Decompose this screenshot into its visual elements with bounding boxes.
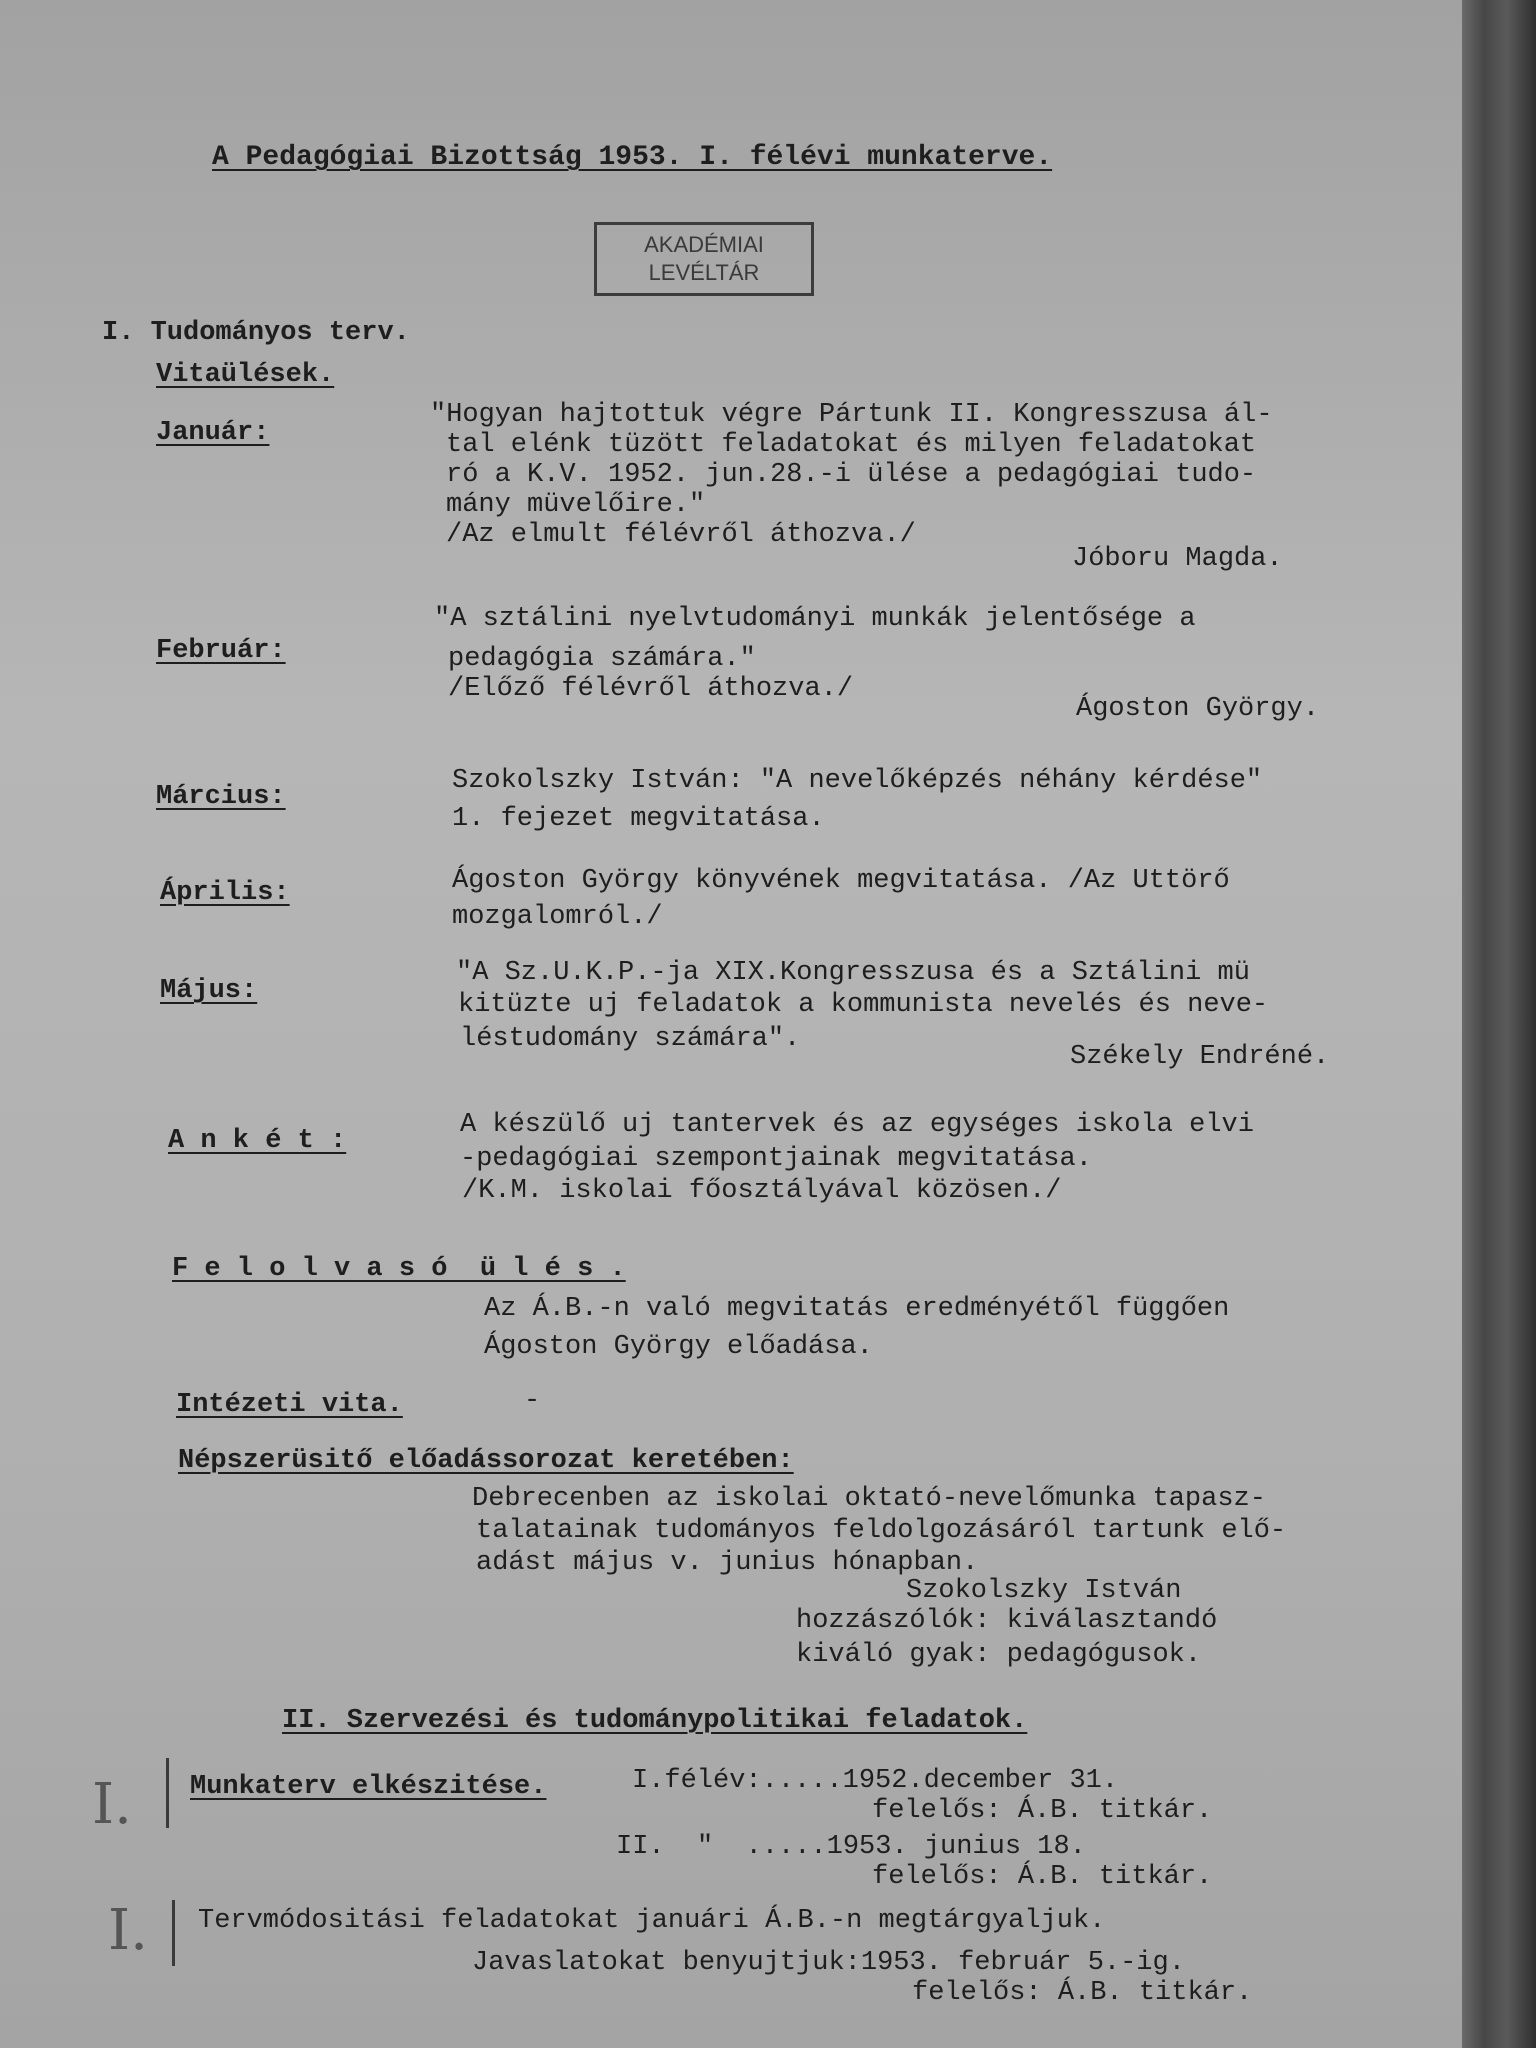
januar-line-4: mány müvelőire.": [446, 490, 706, 520]
januar-line-1: "Hogyan hajtottuk végre Pártunk II. Kongresszusa ál-: [430, 400, 1273, 430]
majus-line-2: kitüzte uj feladatok a kommunista nevelés és neve-: [458, 990, 1269, 1020]
felolvaso-line-2: Ágoston György előadása.: [484, 1332, 873, 1362]
margin-mark-2: I.: [108, 1898, 148, 1963]
januar-line-2: tal elénk tüzött feladatokat és milyen feladatokat: [446, 430, 1257, 460]
majus-author: Székely Endréné.: [1070, 1042, 1330, 1072]
book-binding-edge: [1462, 0, 1536, 2048]
marcius-line-1: Szokolszky István: "A nevelőképzés néhány kérdése": [452, 766, 1263, 796]
februar-line-2: pedagógia számára.": [448, 644, 756, 674]
item-label-januar: Január:: [156, 418, 270, 448]
marcius-line-2: 1. fejezet megvitatása.: [452, 804, 825, 834]
nepszerusito-label: Népszerüsitő előadássorozat keretében:: [178, 1446, 794, 1476]
februar-line-3: /Előző félévről áthozva./: [448, 674, 854, 704]
item-label-aprilis: Április:: [160, 878, 290, 908]
item-label-majus: Május:: [160, 976, 258, 1006]
januar-author: Jóboru Magda.: [1072, 544, 1283, 574]
felolvaso-line-1: Az Á.B.-n való megvitatás eredményétől függően: [484, 1294, 1230, 1324]
munkaterv-row-1-resp: felelős: Á.B. titkár.: [872, 1796, 1213, 1826]
anket-line-1: A készülő uj tantervek és az egységes iskola elvi: [460, 1110, 1254, 1140]
intezeti-label: Intézeti vita.: [176, 1390, 403, 1420]
document-title: A Pedagógiai Bizottság 1953. I. félévi munkaterve.: [212, 142, 1053, 173]
majus-line-1: "A Sz.U.K.P.-ja XIX.Kongresszusa és a Sztálini mü: [456, 958, 1250, 988]
margin-bar-1: [166, 1758, 169, 1828]
munkaterv-row-2: II. " .....1953. junius 18.: [616, 1832, 1086, 1862]
intezeti-value: -: [524, 1386, 541, 1416]
margin-bar-2: [172, 1900, 175, 1966]
termod-line-3: felelős: Á.B. titkár.: [912, 1978, 1253, 2008]
section-2-heading: II. Szervezési és tudománypolitikai feladatok.: [282, 1706, 1028, 1736]
nepszerusito-role-2: kiváló gyak: pedagógusok.: [796, 1640, 1202, 1670]
munkaterv-row-1: I.félév:.....1952.december 31.: [632, 1766, 1119, 1796]
januar-line-3: ró a K.V. 1952. jun.28.-i ülése a pedagógiai tudo-: [446, 460, 1257, 490]
nepszerusito-author: Szokolszky István: [906, 1576, 1182, 1606]
munkaterv-label: Munkaterv elkészitése.: [190, 1772, 547, 1802]
item-label-februar: Február:: [156, 636, 286, 666]
aprilis-line-2: mozgalomról./: [452, 902, 663, 932]
termod-line-2: Javaslatokat benyujtjuk:1953. február 5.-ig.: [472, 1948, 1185, 1978]
section-1-heading: I. Tudományos terv.: [102, 318, 410, 348]
item-label-marcius: Március:: [156, 782, 286, 812]
stamp-line-2: LEVÉLTÁR: [648, 260, 760, 285]
januar-line-5: /Az elmult félévről áthozva./: [446, 520, 916, 550]
margin-mark-1: I.: [92, 1772, 132, 1837]
termod-line-1: Tervmódositási feladatokat januári Á.B.-n megtárgyaljuk.: [198, 1906, 1106, 1936]
majus-line-3: léstudomány számára".: [460, 1024, 801, 1054]
anket-line-2: -pedagógiai szempontjainak megvitatása.: [460, 1144, 1092, 1174]
stamp-line-1: AKADÉMIAI: [644, 232, 764, 257]
anket-line-3: /K.M. iskolai főosztályával közösen./: [462, 1176, 1062, 1206]
aprilis-line-1: Ágoston György könyvének megvitatása. /Az Uttörő: [452, 866, 1230, 896]
archive-stamp: [594, 222, 814, 296]
felolvaso-label: F e l o l v a s ó ü l é s .: [172, 1254, 626, 1284]
februar-author: Ágoston György.: [1076, 694, 1320, 724]
nepszerusito-line-2: talatainak tudományos feldolgozásáról tartunk elő-: [476, 1516, 1287, 1546]
section-1-subheading: Vitaülések.: [156, 360, 335, 390]
februar-line-1: "A sztálini nyelvtudományi munkák jelentősége a: [434, 604, 1196, 634]
item-label-anket: A n k é t :: [168, 1126, 347, 1156]
nepszerusito-line-3: adást május v. junius hónapban.: [476, 1548, 979, 1578]
munkaterv-row-2-resp: felelős: Á.B. titkár.: [872, 1862, 1213, 1892]
nepszerusito-role-1: hozzászólók: kiválasztandó: [796, 1606, 1218, 1636]
nepszerusito-line-1: Debrecenben az iskolai oktató-nevelőmunka tapasz-: [472, 1484, 1266, 1514]
